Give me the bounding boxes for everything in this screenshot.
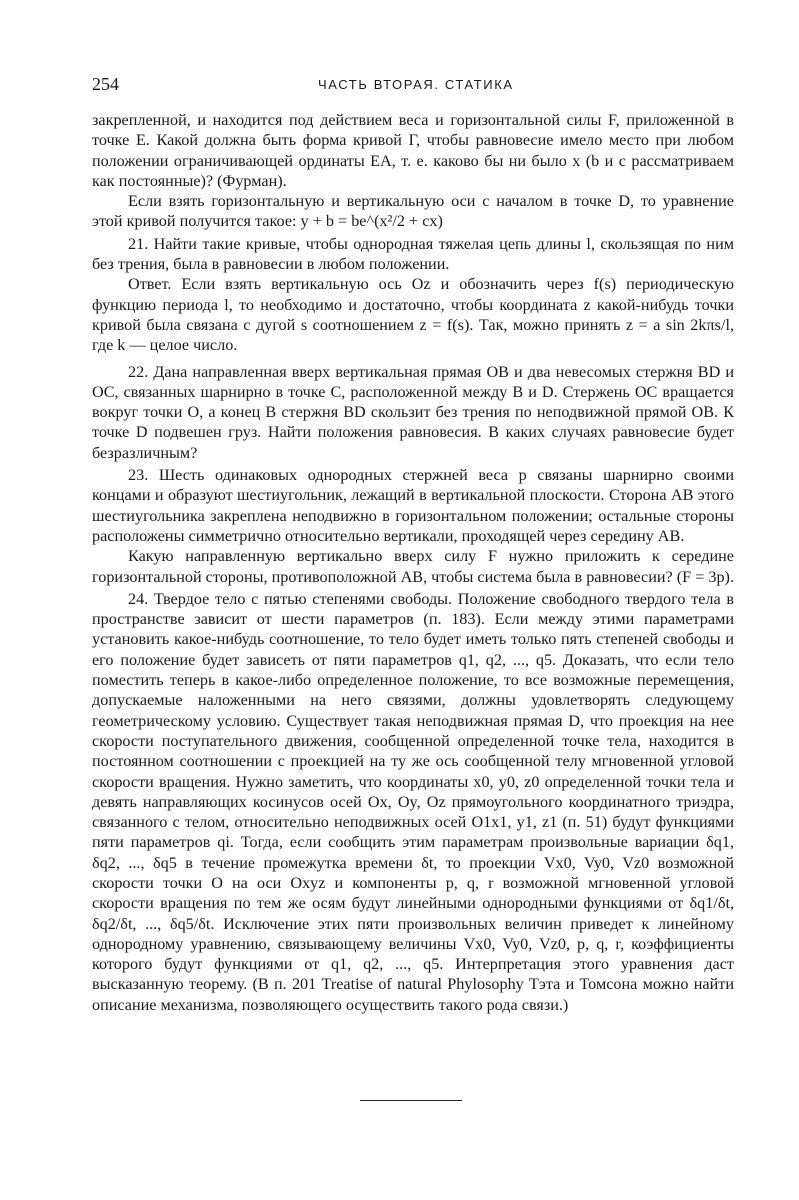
page-number: 254 — [92, 74, 119, 94]
running-title: ЧАСТЬ ВТОРАЯ. СТАТИКА — [318, 77, 514, 92]
page-header — [92, 74, 732, 98]
paragraph-continuation: закрепленной, и находится под действием веса и горизонтальной силы F, приложенной в точке E. Какой должна быть форма кривой Г, чтобы равновесие имело место при любом положении ограничивающей ординаты EA, т. е. каково бы ни было x (b и c рассматриваем как постоянные)? (Фурман). — [92, 111, 734, 190]
problem-23-question: Какую направленную вертикально вверх силу F нужно приложить к середине горизонтальной стороны, противоположной AB, чтобы система была в равновесии? (F = 3p). — [92, 547, 734, 586]
problem-22: 22. Дана направленная вверх вертикальная прямая OB и два невесомых стержня BD и OC, связанных шарнирно в точке C, расположенной между B и D. Стержень OC вращается вокруг точки O, а конец B стержня BD скользит без трения по неподвижной прямой OB. К точке D подвешен груз. Найти положения равновесия. В каких случаях равновесие будет безразличным? — [92, 362, 734, 462]
problem-24: 24. Твердое тело с пятью степенями свободы. Положение свободного твердого тела в пространстве зависит от шести параметров (п. 183). Если между этими параметрами установить какое-нибудь соотношение, то тело будет иметь только пять степеней свободы и его положение будет зависеть от пяти параметров q1, q2, ..., q5. Доказать, что если тело поместить теперь в какое-либо определенное положение, то все возможные перемещения, допускаемые наложенными на него связями, должны удовлетворять следующему геометрическому условию. Существует такая неподвижная прямая D, что проекция на нее скорости поступательного движения, сообщенной определенной точке тела, находится в постоянном соотношении с проекцией на ту же ось сообщенной телу мгновенной угловой скорости вращения. Нужно заметить, что координаты x0, y0, z0 определенной точки тела и девять направляющих косинусов осей Ox, Oy, Oz прямоугольного координатного триэдра, связанного с телом, относительно неподвижных осей O1x1, y1, z1 (п. 51) будут функциями пяти параметров qi. Тогда, если сообщить этим параметрам произвольные вариации δq1, δq2, ..., δq5 в течение промежутка времени δt, то проекции Vx0, Vy0, Vz0 возможной скорости точки O на оси Oxyz и компоненты p, q, r возможной мгновенной угловой скорости вращения по тем же осям будут линейными однородными функциями от δq1/δt, δq2/δt, ..., δq5/δt. Исключение этих пяти произвольных величин приведет к линейному однородному уравнению, связывающему величины Vx0, Vy0, Vz0, p, q, r, коэффициенты которого будут функциями от q1, q2, ..., q5. Интерпретация этого уравнения даст высказанную теорему. (В п. 201 Treatise of natural Phylosophy Тэта и Томсона можно найти описание механизма, позволяющего осуществить такого рода связи.) — [92, 589, 734, 1014]
problem-21: 21. Найти такие кривые, чтобы однородная тяжелая цепь длины l, скользящая по ним без трения, была в равновесии в любом положении. — [92, 234, 734, 274]
end-rule — [360, 1100, 462, 1101]
answer-21: Ответ. Если взять вертикальную ось Oz и обозначить через f(s) периодическую функцию периода l, то необходимо и достаточно, чтобы координата z какой-нибудь точки кривой была связана с дугой s соотношением z = f(s). Так, можно принять z = a sin 2kπs/l, где k — целое число. — [92, 275, 734, 355]
page-body — [92, 110, 734, 1015]
problem-23: 23. Шесть одинаковых однородных стержней веса p связаны шарнирно своими концами и образуют шестиугольник, лежащий в вертикальной плоскости. Сторона AB этого шестиугольника закреплена неподвижно в горизонтальном положении; остальные стороны расположены симметрично относительно вертикали, проходящей через середину AB. — [92, 466, 734, 545]
paragraph-answer-curve: Если взять горизонтальную и вертикальную оси с началом в точке D, то уравнение этой кривой получится такое: y + b = be^(x²/2 + cx) — [92, 192, 734, 231]
